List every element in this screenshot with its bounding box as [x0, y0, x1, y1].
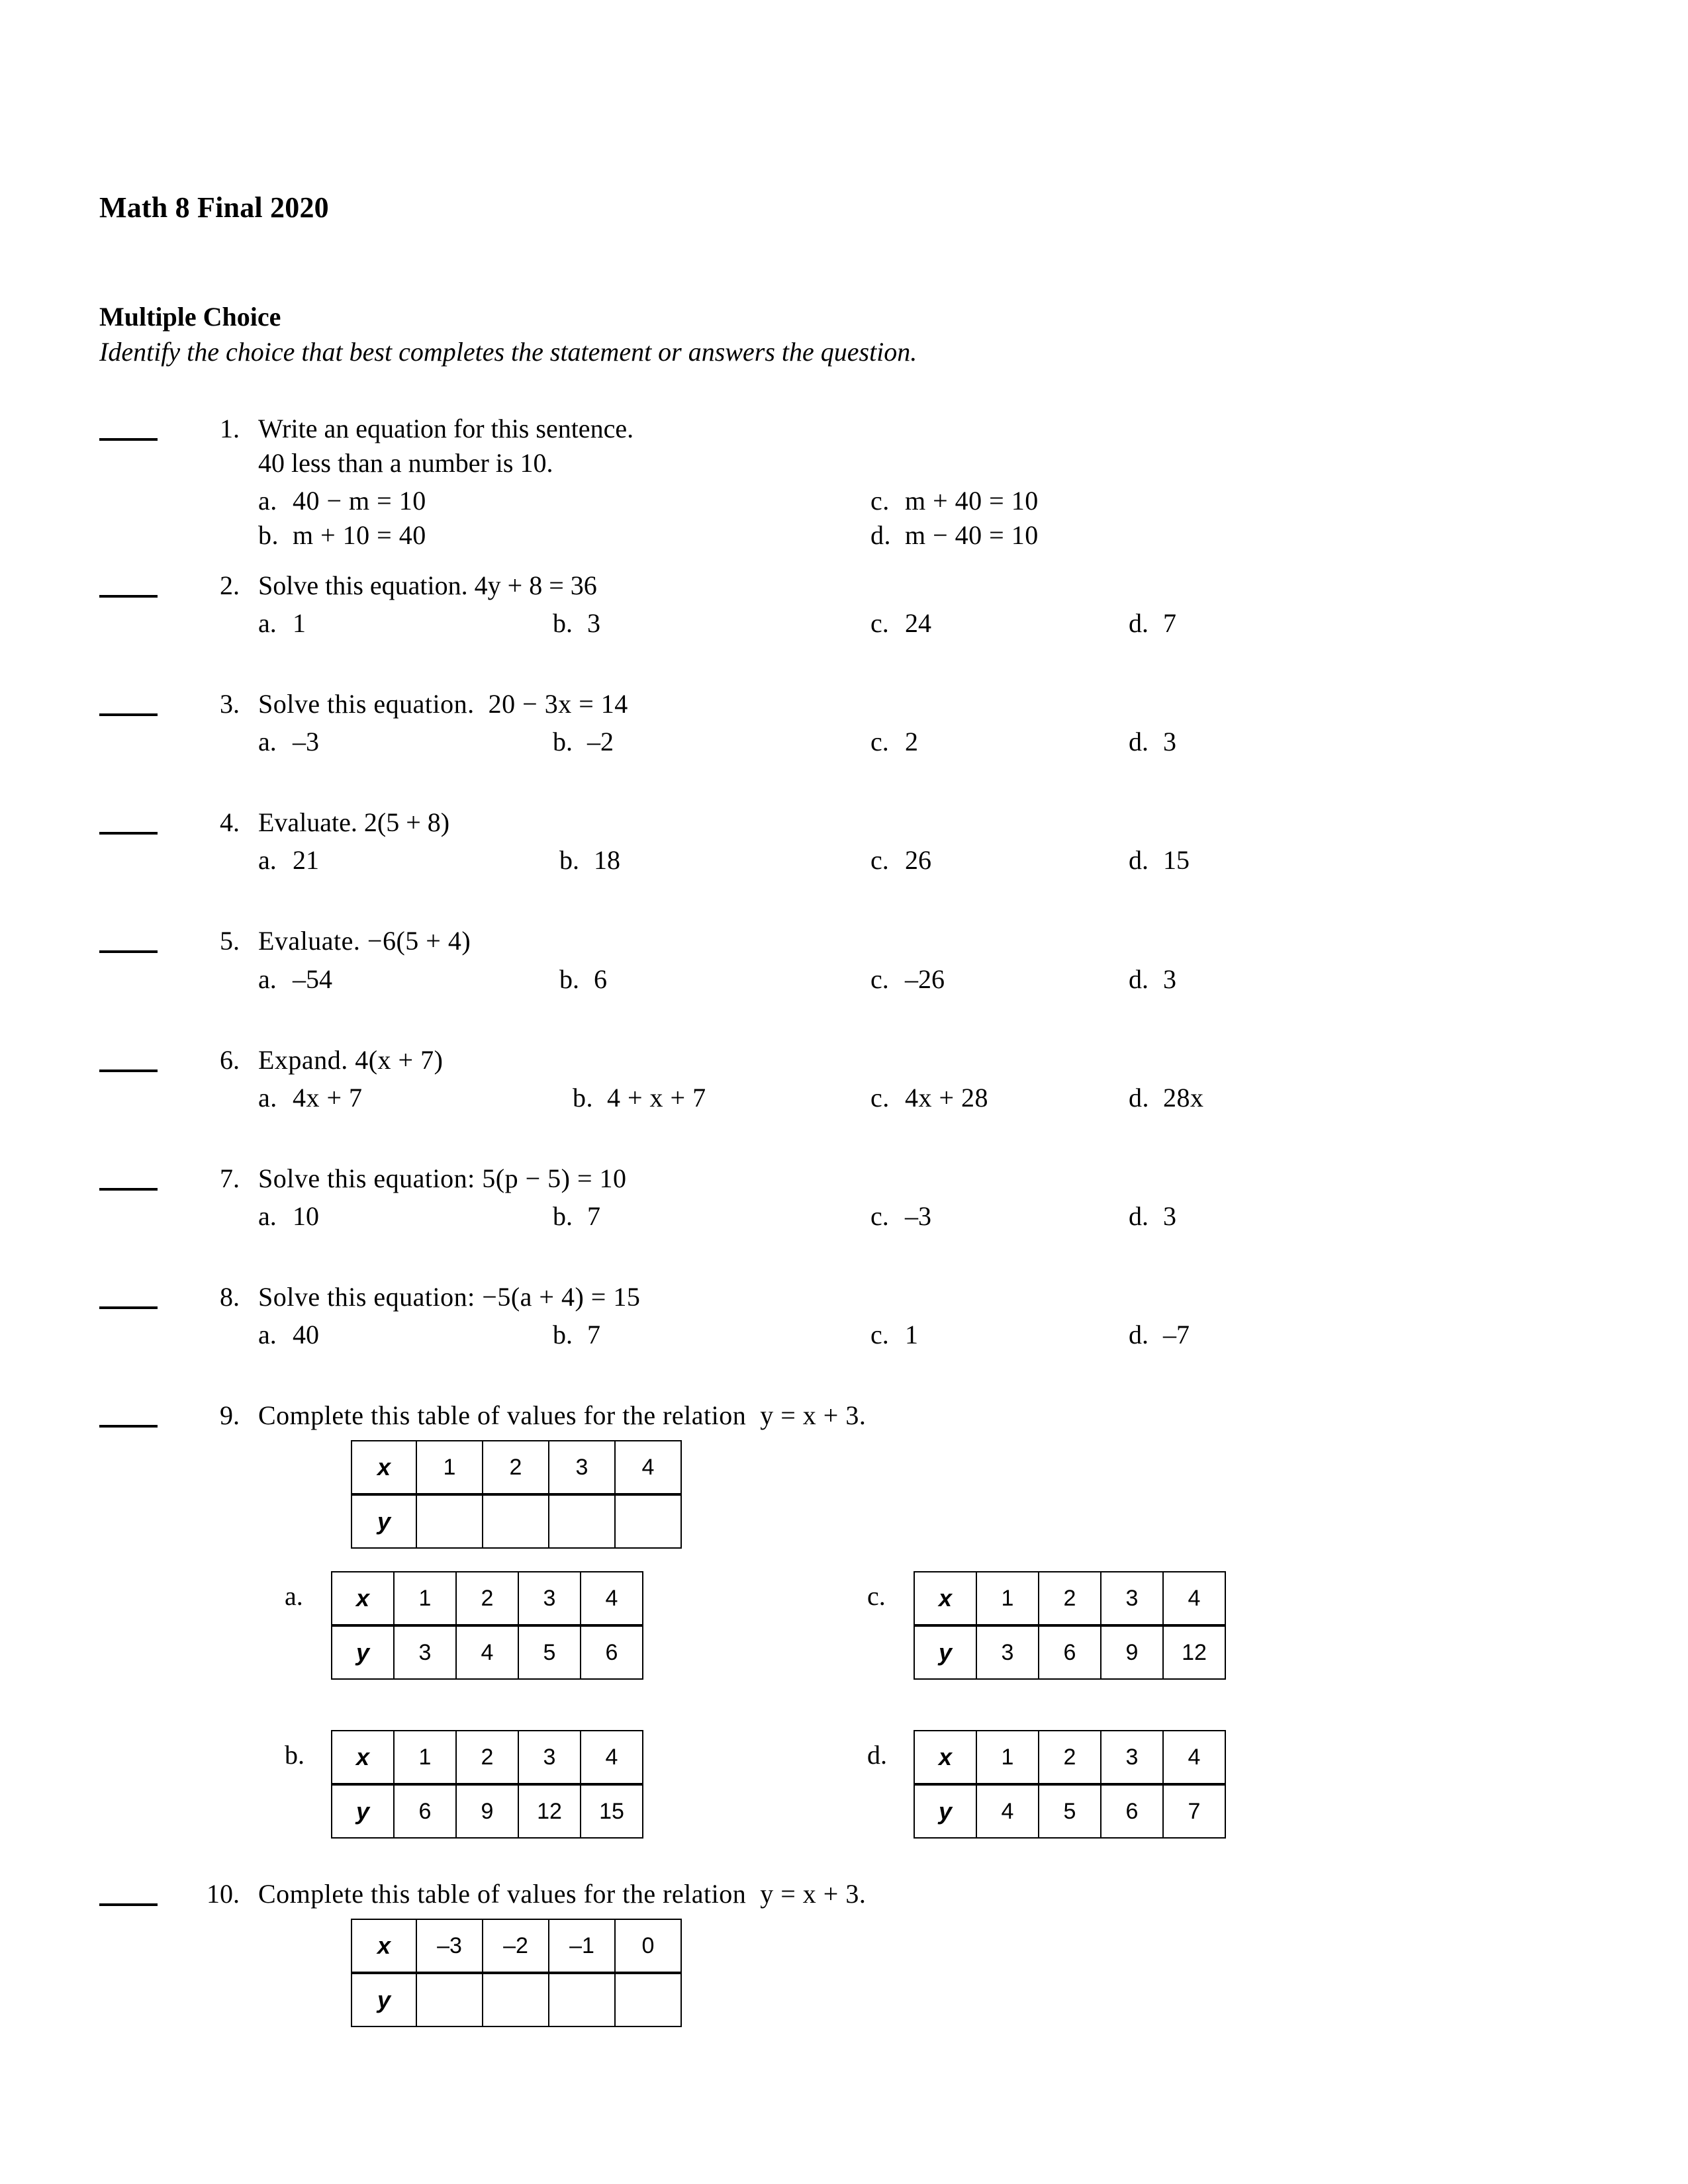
row-header-x: x: [914, 1731, 976, 1784]
option-label: a.: [258, 485, 277, 516]
option-value: 3: [1163, 1201, 1176, 1231]
cell-x-3: 3: [1101, 1572, 1163, 1625]
cell-x-3: 3: [1101, 1731, 1163, 1784]
cell-x-4: 0: [615, 1919, 681, 1973]
option-value: 3: [1163, 964, 1176, 994]
question-text-6: Expand. 4(x + 7): [258, 1044, 444, 1075]
cell-y-2: 4: [456, 1625, 518, 1679]
cell-x-1: 1: [416, 1441, 483, 1494]
section-instructions: Identify the choice that best completes the statement or answers the question.: [99, 337, 917, 367]
answer-blank-5[interactable]: [99, 950, 158, 953]
option-value: m − 40 = 10: [905, 520, 1039, 550]
option-1-c[interactable]: [870, 484, 1039, 518]
question-number-9: 9.: [220, 1400, 240, 1431]
option-label: b.: [553, 1320, 573, 1350]
question-text-7: Solve this equation: 5(p − 5) = 10: [258, 1163, 627, 1193]
option-1-d[interactable]: [870, 518, 1039, 552]
option-3-b[interactable]: [553, 725, 614, 758]
option-value: 18: [594, 845, 620, 876]
options-4: [258, 843, 1489, 909]
table-row: [914, 1572, 1225, 1625]
cell-x-4: 4: [581, 1731, 643, 1784]
option-label: b.: [553, 608, 573, 638]
option-8-d[interactable]: [1129, 1318, 1190, 1351]
question-10-prompt-table: [351, 1919, 682, 2027]
options-7: [258, 1199, 1489, 1265]
question-number-5: 5.: [220, 926, 240, 956]
cell-y-1: 4: [976, 1784, 1039, 1838]
cell-x-4: 4: [581, 1572, 643, 1625]
question-9: [99, 1398, 1489, 1869]
option-8-c[interactable]: [870, 1318, 918, 1351]
question-number-4: 4.: [220, 807, 240, 838]
option-7-b[interactable]: [553, 1199, 600, 1233]
question-text-5: Evaluate. −6(5 + 4): [258, 926, 471, 956]
cell-y-2: 9: [456, 1784, 518, 1838]
option-2-c[interactable]: [870, 606, 931, 640]
option-value: 28x: [1163, 1082, 1204, 1113]
cell-y-3[interactable]: [549, 1494, 615, 1548]
option-value: –54: [293, 964, 332, 994]
options-5: [258, 962, 1489, 1028]
question-number-1: 1.: [220, 414, 240, 444]
option-label: c.: [870, 727, 889, 757]
cell-y-2: 6: [1039, 1625, 1101, 1679]
option-2-d[interactable]: [1129, 606, 1176, 640]
option-label: c.: [870, 1320, 889, 1350]
option-value: 7: [587, 1201, 600, 1231]
option-value: 1: [293, 608, 306, 638]
cell-y-4: 7: [1163, 1784, 1225, 1838]
option-9-a-table[interactable]: [331, 1571, 643, 1680]
answer-blank-9[interactable]: [99, 1425, 158, 1428]
cell-y-1: 6: [394, 1784, 456, 1838]
question-text-3: Solve this equation. 20 − 3x = 14: [258, 688, 628, 719]
table-row: [352, 1494, 681, 1548]
answer-blank-3[interactable]: [99, 713, 158, 716]
option-5-c[interactable]: [870, 962, 945, 996]
options-2: [258, 606, 1489, 672]
option-value: –26: [905, 964, 945, 994]
cell-y-2[interactable]: [483, 1973, 549, 2026]
cell-y-3[interactable]: [549, 1973, 615, 2026]
option-9-a-label: a.: [285, 1581, 303, 1612]
answer-blank-4[interactable]: [99, 832, 158, 835]
option-9-b-table[interactable]: [331, 1730, 643, 1839]
option-3-c[interactable]: [870, 725, 918, 758]
option-5-a[interactable]: [258, 962, 332, 996]
table-row: [352, 1441, 681, 1494]
option-3-d[interactable]: [1129, 725, 1176, 758]
options-6: [258, 1081, 1489, 1147]
row-header-y: y: [352, 1494, 416, 1548]
cell-y-3: 9: [1101, 1625, 1163, 1679]
table-row: [332, 1731, 643, 1784]
option-value: m + 10 = 40: [293, 520, 426, 550]
option-1-b[interactable]: [258, 518, 426, 552]
cell-y-2[interactable]: [483, 1494, 549, 1548]
question-10: [99, 1877, 1489, 2027]
question-9-options: [258, 1571, 1489, 1869]
option-value: –2: [587, 727, 614, 757]
option-8-a[interactable]: [258, 1318, 319, 1351]
cell-x-2: –2: [483, 1919, 549, 1973]
option-5-d[interactable]: [1129, 962, 1176, 996]
answer-blank-6[interactable]: [99, 1069, 158, 1072]
cell-x-2: 2: [483, 1441, 549, 1494]
option-3-a[interactable]: [258, 725, 319, 758]
option-6-a[interactable]: [258, 1081, 363, 1115]
row-header-y: y: [352, 1973, 416, 2026]
option-label: a.: [258, 608, 277, 638]
option-7-d[interactable]: [1129, 1199, 1176, 1233]
question-6: [99, 1043, 1489, 1147]
row-header-y: y: [332, 1625, 394, 1679]
option-9-d-label: d.: [867, 1740, 887, 1770]
option-label: d.: [1129, 964, 1149, 994]
option-value: 40 − m = 10: [293, 485, 426, 516]
option-7-a[interactable]: [258, 1199, 319, 1233]
option-label: c.: [870, 608, 889, 638]
question-text-1b: 40 less than a number is 10.: [258, 447, 553, 478]
question-number-2: 2.: [220, 570, 240, 600]
option-value: m + 40 = 10: [905, 485, 1039, 516]
question-2: [99, 569, 1489, 672]
row-header-x: x: [332, 1572, 394, 1625]
option-label: c.: [870, 845, 889, 876]
option-9-d-table[interactable]: [914, 1730, 1226, 1839]
option-value: 7: [587, 1320, 600, 1350]
option-value: 3: [587, 608, 600, 638]
question-4: [99, 805, 1489, 909]
row-header-y: y: [332, 1784, 394, 1838]
question-text-9: Complete this table of values for the relation y = x + 3.: [258, 1400, 867, 1431]
option-8-b[interactable]: [553, 1318, 600, 1351]
question-number-3: 3.: [220, 688, 240, 719]
option-4-d[interactable]: [1129, 843, 1190, 877]
cell-x-1: 1: [394, 1731, 456, 1784]
option-label: b.: [559, 845, 579, 876]
option-label: b.: [258, 520, 279, 550]
option-4-a[interactable]: [258, 843, 319, 877]
option-label: b.: [559, 964, 579, 994]
row-header-y: y: [914, 1625, 976, 1679]
table-row: [352, 1973, 681, 2026]
cell-y-3: 12: [518, 1784, 581, 1838]
cell-x-4: 4: [615, 1441, 681, 1494]
cell-y-4[interactable]: [615, 1973, 681, 2026]
row-header-x: x: [352, 1441, 416, 1494]
question-text-1: Write an equation for this sentence.: [258, 414, 634, 444]
table-row: [332, 1784, 643, 1838]
option-5-b[interactable]: [559, 962, 607, 996]
cell-x-2: 2: [1039, 1572, 1101, 1625]
option-value: 4x + 28: [905, 1082, 989, 1113]
option-label: d.: [1129, 1320, 1149, 1350]
option-label: a.: [258, 845, 277, 876]
option-1-a[interactable]: [258, 484, 426, 518]
row-header-x: x: [914, 1572, 976, 1625]
option-9-c-label: c.: [867, 1581, 886, 1612]
answer-blank-2[interactable]: [99, 595, 158, 598]
option-6-d[interactable]: [1129, 1081, 1204, 1115]
cell-y-1[interactable]: [416, 1494, 483, 1548]
question-1: [99, 412, 1489, 553]
question-number-6: 6.: [220, 1044, 240, 1075]
option-value: –7: [1163, 1320, 1190, 1350]
option-value: 10: [293, 1201, 319, 1231]
option-label: d.: [1129, 727, 1149, 757]
row-header-y: y: [914, 1784, 976, 1838]
table-row: [914, 1731, 1225, 1784]
option-label: d.: [870, 520, 891, 550]
option-6-c[interactable]: [870, 1081, 988, 1115]
cell-y-1: 3: [976, 1625, 1039, 1679]
question-3: [99, 687, 1489, 791]
question-5: [99, 924, 1489, 1028]
option-value: 4 + x + 7: [607, 1082, 706, 1113]
cell-y-4: 6: [581, 1625, 643, 1679]
question-number-10: 10.: [207, 1879, 240, 1909]
options-8: [258, 1318, 1489, 1384]
option-label: d.: [1129, 608, 1149, 638]
option-label: d.: [1129, 845, 1149, 876]
cell-y-3: 6: [1101, 1784, 1163, 1838]
option-label: d.: [1129, 1201, 1149, 1231]
option-value: 40: [293, 1320, 319, 1350]
cell-y-1: 3: [394, 1625, 456, 1679]
option-7-c[interactable]: [870, 1199, 931, 1233]
option-label: b.: [553, 727, 573, 757]
question-9-prompt-table: [351, 1440, 682, 1549]
row-header-x: x: [352, 1919, 416, 1973]
option-label: c.: [870, 1201, 889, 1231]
option-label: a.: [258, 1082, 277, 1113]
page-title: Math 8 Final 2020: [99, 191, 329, 224]
option-2-a[interactable]: [258, 606, 306, 640]
question-number-8: 8.: [220, 1281, 240, 1312]
answer-blank-7[interactable]: [99, 1188, 158, 1191]
question-text-2: Solve this equation. 4y + 8 = 36: [258, 570, 597, 600]
option-label: a.: [258, 1201, 277, 1231]
option-6-b[interactable]: [573, 1081, 706, 1115]
cell-x-4: 4: [1163, 1731, 1225, 1784]
cell-x-4: 4: [1163, 1572, 1225, 1625]
option-9-c-table[interactable]: [914, 1571, 1226, 1680]
cell-x-3: –1: [549, 1919, 615, 1973]
option-value: 26: [905, 845, 931, 876]
table-row: [914, 1625, 1225, 1679]
row-header-x: x: [332, 1731, 394, 1784]
option-label: a.: [258, 727, 277, 757]
option-label: a.: [258, 964, 277, 994]
cell-x-2: 2: [456, 1572, 518, 1625]
table-row: [914, 1784, 1225, 1838]
question-number-7: 7.: [220, 1163, 240, 1193]
cell-y-2: 5: [1039, 1784, 1101, 1838]
cell-x-3: 3: [518, 1572, 581, 1625]
answer-blank-8[interactable]: [99, 1306, 158, 1309]
option-label: b.: [553, 1201, 573, 1231]
cell-y-4[interactable]: [615, 1494, 681, 1548]
question-7: [99, 1161, 1489, 1265]
option-value: 15: [1163, 845, 1190, 876]
option-4-b[interactable]: [559, 843, 620, 877]
option-value: 24: [905, 608, 931, 638]
option-value: 3: [1163, 727, 1176, 757]
option-label: b.: [573, 1082, 593, 1113]
cell-x-2: 2: [1039, 1731, 1101, 1784]
table-row: [332, 1572, 643, 1625]
cell-x-1: 1: [394, 1572, 456, 1625]
option-value: –3: [293, 727, 319, 757]
section-heading: Multiple Choice: [99, 302, 281, 332]
question-text-8: Solve this equation: −5(a + 4) = 15: [258, 1281, 641, 1312]
option-value: 21: [293, 845, 319, 876]
option-value: 2: [905, 727, 918, 757]
options-3: [258, 725, 1489, 791]
question-text-10: Complete this table of values for the relation y = x + 3.: [258, 1879, 867, 1909]
cell-x-3: 3: [549, 1441, 615, 1494]
cell-x-1: –3: [416, 1919, 483, 1973]
option-value: 1: [905, 1320, 918, 1350]
question-text-4: Evaluate. 2(5 + 8): [258, 807, 450, 838]
option-label: c.: [870, 485, 890, 516]
option-label: c.: [870, 964, 889, 994]
cell-y-1[interactable]: [416, 1973, 483, 2026]
option-2-b[interactable]: [553, 606, 600, 640]
table-row: [352, 1919, 681, 1973]
answer-blank-10[interactable]: [99, 1903, 158, 1906]
question-8: [99, 1280, 1489, 1384]
question-list: [99, 412, 1489, 2027]
cell-x-2: 2: [456, 1731, 518, 1784]
option-9-b-label: b.: [285, 1740, 305, 1770]
option-label: c.: [870, 1082, 890, 1113]
answer-blank-1[interactable]: [99, 438, 158, 441]
table-row: [332, 1625, 643, 1679]
cell-x-1: 1: [976, 1572, 1039, 1625]
cell-x-3: 3: [518, 1731, 581, 1784]
option-value: 7: [1163, 608, 1176, 638]
cell-y-4: 15: [581, 1784, 643, 1838]
cell-x-1: 1: [976, 1731, 1039, 1784]
option-value: 4x + 7: [293, 1082, 363, 1113]
option-value: –3: [905, 1201, 931, 1231]
cell-y-3: 5: [518, 1625, 581, 1679]
option-label: d.: [1129, 1082, 1149, 1113]
option-4-c[interactable]: [870, 843, 931, 877]
option-value: 6: [594, 964, 607, 994]
options-1: [258, 484, 1489, 554]
cell-y-4: 12: [1163, 1625, 1225, 1679]
option-label: a.: [258, 1320, 277, 1350]
